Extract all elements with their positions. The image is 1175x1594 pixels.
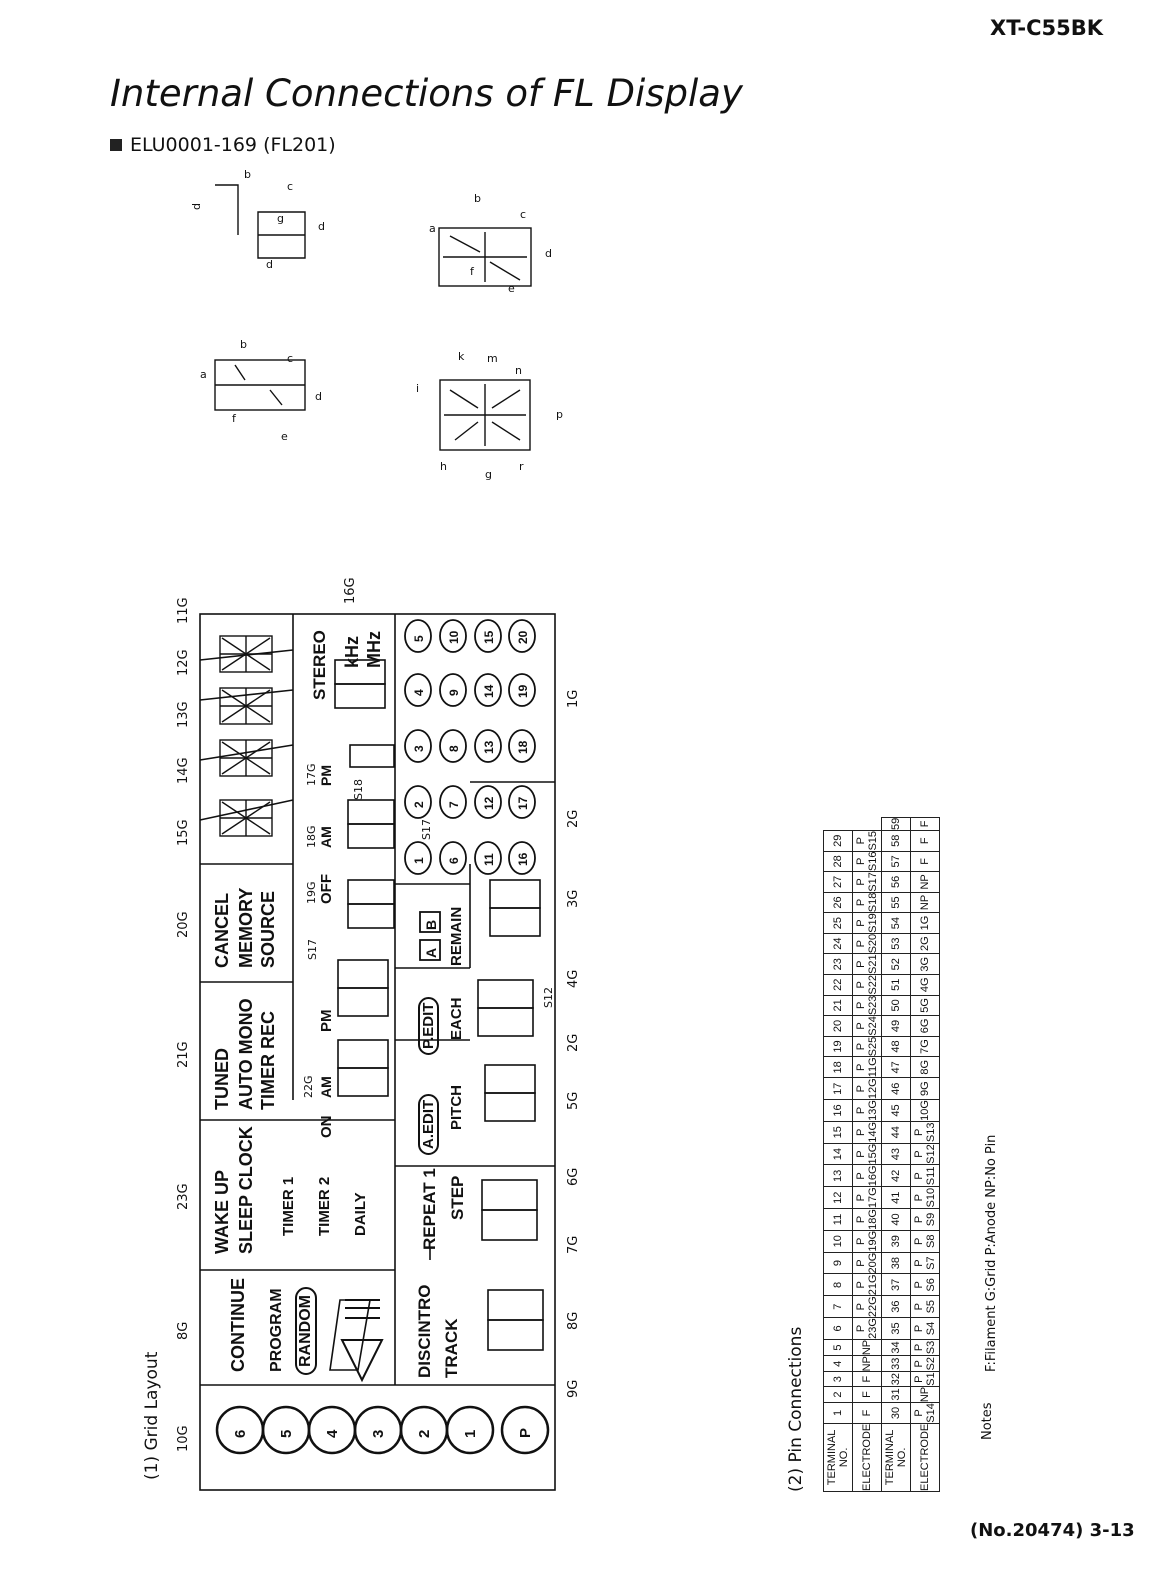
pin-cell: P S21: [853, 954, 882, 975]
a-edit-label: A.EDIT: [418, 1094, 439, 1155]
grid-label-4g: 4G: [566, 969, 581, 988]
grid-label-23g: 23G: [176, 1183, 191, 1210]
circle-num-6: 6: [447, 857, 461, 864]
each-label: EACH: [448, 997, 465, 1040]
pin-cell: 33: [882, 1356, 911, 1372]
pin-cell: 10G: [911, 1100, 940, 1122]
s12-label: S12: [542, 987, 555, 1008]
pin-cell: P 21G: [853, 1274, 882, 1296]
grid-label-1g: 1G: [566, 689, 581, 708]
pin-cell: P 13G: [853, 1100, 882, 1122]
pin-cell: P S12: [911, 1143, 940, 1165]
part-number: [110, 134, 336, 156]
grid-layout-label: (1) Grid Layout: [142, 1351, 162, 1480]
pin-cell: 54: [882, 913, 911, 934]
pin-cell: 30: [882, 1403, 911, 1424]
pin-cell: 24: [824, 933, 853, 954]
pin-cell: P S14: [911, 1403, 940, 1424]
pin-cell: NP: [853, 1356, 882, 1372]
svg-text:d: d: [545, 247, 552, 260]
pin-cell: 31: [882, 1386, 911, 1402]
memory-label: MEMORY: [236, 887, 256, 968]
a-box-label: A: [423, 947, 439, 958]
pin-cell: 57: [882, 851, 911, 872]
grid-label-7g: 7G: [566, 1235, 581, 1254]
pin-cell: P S24: [853, 1016, 882, 1037]
pin-cell: P S7: [911, 1252, 940, 1274]
pin-cell: P S13: [911, 1121, 940, 1143]
pitch-label: PITCH: [448, 1085, 465, 1130]
svg-text:h: h: [440, 460, 447, 473]
grid-label-12g: 12G: [176, 649, 191, 676]
track-label: TRACK: [442, 1318, 461, 1378]
grid-label-16g: 16G: [343, 577, 358, 604]
seg14-diagram-a: [439, 228, 531, 286]
pin-cell: 26: [824, 892, 853, 913]
pin-cell: 4G: [911, 975, 940, 996]
table-row: [911, 817, 940, 1491]
khz-label: kHz: [342, 635, 362, 668]
pin-cell: 3: [824, 1372, 853, 1386]
pin-cell: 46: [882, 1078, 911, 1100]
table-row: [882, 817, 911, 1491]
pin-cell: 51: [882, 975, 911, 996]
pin-cell: P S22: [853, 975, 882, 996]
pin-cell: F: [853, 1372, 882, 1386]
row-header: TERMINAL NO.: [824, 1423, 853, 1491]
pin-cell: NP: [853, 1339, 882, 1355]
svg-text:n: n: [515, 364, 522, 377]
circle-num-16: 16: [516, 852, 530, 866]
pin-cell: 28: [824, 851, 853, 872]
pin-cell: 56: [882, 872, 911, 893]
pin-cell: F: [911, 817, 940, 830]
pin-cell: F: [911, 830, 940, 851]
p-edit-label: P.EDIT: [418, 997, 439, 1055]
pin-cell: P S25: [853, 1036, 882, 1057]
timer1-label: TIMER 1: [280, 1176, 297, 1236]
pin-cell: P 22G: [853, 1296, 882, 1318]
pin-cell: P S19: [853, 913, 882, 934]
circle-num-17: 17: [516, 796, 530, 810]
circle-num-19: 19: [516, 684, 530, 698]
grid-19g-label: 19G: [305, 881, 318, 904]
pin-cell: P 11G: [853, 1057, 882, 1078]
svg-text:f: f: [232, 412, 236, 425]
pin-cell: 52: [882, 954, 911, 975]
pin-cell: 9G: [911, 1078, 940, 1100]
program-label: PROGRAM: [268, 1288, 285, 1372]
pin-table: [823, 817, 940, 1492]
pin-cell: F: [911, 851, 940, 872]
pin-cell: P 20G: [853, 1252, 882, 1274]
svg-text:c: c: [287, 180, 294, 193]
circle-num-8: 8: [447, 745, 461, 752]
pin-cell: 9: [824, 1252, 853, 1274]
model-number: XT-C55BK: [990, 16, 1104, 40]
grid-label-8g-b: 8G: [566, 1311, 581, 1330]
continue-label: CONTINUE: [228, 1278, 248, 1372]
pin-cell: 5G: [911, 995, 940, 1016]
svg-text:p: p: [556, 408, 563, 421]
pin-cell: P S3: [911, 1339, 940, 1355]
pin-cell: P S11: [911, 1165, 940, 1187]
notes-label: Notes: [980, 1402, 995, 1440]
circle-num-20: 20: [516, 630, 530, 644]
pin-cell: P S1: [911, 1372, 940, 1386]
circle-num-1: 1: [412, 857, 426, 864]
pin-cell: P S20: [853, 933, 882, 954]
pin-cell: 18: [824, 1057, 853, 1078]
pin-cell: P S18: [853, 892, 882, 913]
pin-cell: P S15: [853, 830, 882, 851]
pin-cell: 23: [824, 954, 853, 975]
disc-number-4: 4: [324, 1429, 341, 1438]
pin-cell: 35: [882, 1318, 911, 1340]
pin-cell: 6: [824, 1318, 853, 1340]
pin-cell: P 18G: [853, 1209, 882, 1231]
pin-cell: 49: [882, 1016, 911, 1037]
svg-text:d: d: [190, 203, 203, 210]
disc-number-p: P: [517, 1427, 534, 1438]
discintro-label: DISCINTRO: [415, 1284, 434, 1378]
s18-label: S18: [352, 779, 365, 800]
seg8-diagram-b: [215, 360, 305, 410]
table-row: [824, 817, 853, 1491]
pin-cell: 37: [882, 1274, 911, 1296]
pin-cell: 14: [824, 1143, 853, 1165]
svg-text:c: c: [287, 352, 294, 365]
repeat1-label: REPEAT 1: [420, 1168, 439, 1250]
pin-cell: 58: [882, 830, 911, 851]
pin-cell: F: [853, 1386, 882, 1402]
pin-cell: 48: [882, 1036, 911, 1057]
daily-label: DAILY: [352, 1192, 369, 1236]
s17b-label: S17: [420, 819, 433, 840]
random-label: RANDOM: [295, 1287, 317, 1375]
pin-cell: NP: [911, 1386, 940, 1402]
pin-cell: 39: [882, 1230, 911, 1252]
stereo-label: STEREO: [310, 630, 329, 700]
pin-cell: P S8: [911, 1230, 940, 1252]
circle-num-15: 15: [482, 630, 496, 644]
grid-label-10g: 10G: [176, 1425, 191, 1452]
svg-text:b: b: [240, 338, 247, 351]
table-row: [853, 817, 882, 1491]
pin-cell: 44: [882, 1121, 911, 1143]
pin-cell: 2G: [911, 933, 940, 954]
pin-cell: 43: [882, 1143, 911, 1165]
grid-label-2g-a: 2G: [566, 1033, 581, 1052]
pin-cell: 25: [824, 913, 853, 934]
grid-label-9g: 9G: [566, 1379, 581, 1398]
pin-cell: P S17: [853, 872, 882, 893]
pin-cell: 19: [824, 1036, 853, 1057]
circle-num-9: 9: [447, 689, 461, 696]
pin-cell: 20: [824, 1016, 853, 1037]
grid-18g-label: 18G: [305, 825, 318, 848]
on-label: ON: [318, 1115, 335, 1138]
grid-label-2g-b: 2G: [566, 809, 581, 828]
pin-cell: 17: [824, 1078, 853, 1100]
svg-text:m: m: [487, 352, 498, 365]
off-label: OFF: [318, 874, 335, 904]
row-header: TERMINAL NO.: [882, 1423, 911, 1491]
row-header: ELECTRODE: [853, 1423, 882, 1491]
pin-cell: 15: [824, 1121, 853, 1143]
svg-text:e: e: [508, 282, 515, 295]
cancel-label: CANCEL: [212, 893, 232, 968]
s17-label: S17: [306, 939, 319, 960]
svg-text:d: d: [318, 220, 325, 233]
pin-cell: 50: [882, 995, 911, 1016]
pin-cell: P 23G: [853, 1318, 882, 1340]
pin-cell: 12: [824, 1187, 853, 1209]
pin-cell: 55: [882, 892, 911, 913]
disc-number-5: 5: [278, 1429, 295, 1438]
pin-cell: P 12G: [853, 1078, 882, 1100]
disc-number-1: 1: [462, 1429, 479, 1438]
part-label: ELU0001-169 (FL201): [130, 134, 336, 156]
pin-cell: 5: [824, 1339, 853, 1355]
grid-label-11g: 11G: [176, 597, 191, 624]
seg14-diagram-b: [440, 380, 530, 450]
circle-num-2: 2: [412, 801, 426, 808]
pin-cell: P 17G: [853, 1187, 882, 1209]
svg-text:b: b: [244, 168, 251, 181]
bullet-square-icon: [110, 139, 122, 151]
page-number: (No.20474) 3-13: [970, 1520, 1135, 1541]
mhz-label: MHz: [364, 631, 384, 668]
svg-text:d: d: [315, 390, 322, 403]
am-label-a: AM: [318, 1076, 334, 1098]
grid-label-8g: 8G: [176, 1321, 191, 1340]
disc-number-2: 2: [416, 1429, 433, 1438]
pin-cell: 16: [824, 1100, 853, 1122]
circle-num-7: 7: [447, 801, 461, 808]
pin-cell: P S23: [853, 995, 882, 1016]
pin-cell: P S5: [911, 1296, 940, 1318]
pin-cell: 45: [882, 1100, 911, 1122]
row-header: ELECTRODE: [911, 1423, 940, 1491]
pin-cell: 29: [824, 830, 853, 851]
pin-cell: 41: [882, 1187, 911, 1209]
timer2-label: TIMER 2: [316, 1176, 333, 1236]
circle-num-4: 4: [412, 689, 426, 696]
grid-label-15g: 15G: [176, 819, 191, 846]
pin-cell: 8G: [911, 1057, 940, 1078]
circle-num-18: 18: [516, 740, 530, 754]
seg7-diagram-a: [215, 185, 305, 258]
sleep-clock-label: SLEEP CLOCK: [236, 1126, 256, 1254]
pin-cell: 36: [882, 1296, 911, 1318]
pin-cell: 47: [882, 1057, 911, 1078]
pin-cell: 40: [882, 1209, 911, 1231]
pm-label-b: PM: [318, 765, 334, 786]
step-label: STEP: [448, 1175, 467, 1220]
disc-number-6: 6: [232, 1429, 249, 1438]
disc-number-3: 3: [370, 1429, 387, 1438]
b-box-label: B: [423, 919, 439, 930]
pin-cell: 38: [882, 1252, 911, 1274]
svg-text:b: b: [474, 192, 481, 205]
svg-text:e: e: [281, 430, 288, 443]
pin-cell: 7G: [911, 1036, 940, 1057]
source-label: SOURCE: [258, 890, 278, 968]
grid-17g-label: 17G: [305, 763, 318, 786]
notes-text: F:Filament G:Grid P:Anode NP:No Pin: [984, 1134, 999, 1372]
pin-connections-label: (2) Pin Connections: [786, 1326, 806, 1492]
grid-label-20g: 20G: [176, 911, 191, 938]
pin-cell: 34: [882, 1339, 911, 1355]
circle-num-5: 5: [412, 635, 426, 642]
pin-cell: P S9: [911, 1209, 940, 1231]
pin-cell: P S16: [853, 851, 882, 872]
svg-text:k: k: [458, 350, 465, 363]
svg-text:c: c: [520, 208, 527, 221]
svg-text:g: g: [277, 212, 284, 225]
pin-cell: 22: [824, 975, 853, 996]
pin-cell: P 19G: [853, 1230, 882, 1252]
circle-num-11: 11: [482, 853, 496, 866]
remain-label: REMAIN: [448, 906, 465, 966]
pin-cell: 10: [824, 1230, 853, 1252]
pin-cell: P S2: [911, 1356, 940, 1372]
pin-cell: 8: [824, 1274, 853, 1296]
svg-text:a: a: [429, 222, 436, 235]
pin-cell: 3G: [911, 954, 940, 975]
pin-cell: P 14G: [853, 1121, 882, 1143]
pin-cell: 1: [824, 1403, 853, 1424]
wake-up-label: WAKE UP: [212, 1169, 232, 1254]
svg-text:d: d: [266, 258, 273, 271]
pin-cell: 7: [824, 1296, 853, 1318]
pin-cell: F: [853, 1403, 882, 1424]
tuned-label: TUNED: [212, 1048, 232, 1110]
circle-num-3: 3: [412, 745, 426, 752]
circle-num-14: 14: [482, 684, 496, 698]
pin-cell: P 15G: [853, 1143, 882, 1165]
pin-cell: 1G: [911, 913, 940, 934]
pin-cell: NP: [911, 872, 940, 893]
pin-cell: 21: [824, 995, 853, 1016]
pin-cell: 11: [824, 1209, 853, 1231]
pin-cell: 2: [824, 1386, 853, 1402]
svg-text:r: r: [519, 460, 524, 473]
grid-label-21g: 21G: [176, 1041, 191, 1068]
page-title: Internal Connections of FL Display: [110, 72, 743, 115]
svg-text:i: i: [416, 382, 420, 395]
svg-text:a: a: [200, 368, 207, 381]
grid-22g-label: 22G: [302, 1075, 315, 1098]
svg-text:f: f: [470, 265, 474, 278]
auto-mono-label: AUTO MONO: [236, 998, 256, 1110]
circle-num-13: 13: [482, 740, 496, 754]
pin-cell: 32: [882, 1372, 911, 1386]
pm-label-a: PM: [318, 1009, 335, 1032]
svg-text:g: g: [485, 468, 492, 481]
grid-label-5g: 5G: [566, 1091, 581, 1110]
am-label-b: AM: [318, 826, 334, 848]
grid-label-13g: 13G: [176, 701, 191, 728]
grid-label-6g: 6G: [566, 1167, 581, 1186]
pin-cell: NP: [911, 892, 940, 913]
pin-cell: P 16G: [853, 1165, 882, 1187]
pin-cell: 27: [824, 872, 853, 893]
pin-cell: 59: [882, 817, 911, 830]
grid-label-14g: 14G: [176, 757, 191, 784]
timer-rec-label: TIMER REC: [258, 1011, 278, 1110]
pin-cell: 4: [824, 1356, 853, 1372]
pin-cell: P S6: [911, 1274, 940, 1296]
circle-num-12: 12: [482, 796, 496, 810]
grid-label-3g: 3G: [566, 889, 581, 908]
pin-cell: 53: [882, 933, 911, 954]
pin-cell: 42: [882, 1165, 911, 1187]
pin-cell: P S10: [911, 1187, 940, 1209]
pin-cell: 13: [824, 1165, 853, 1187]
pin-cell: P S4: [911, 1318, 940, 1340]
pin-cell: 6G: [911, 1016, 940, 1037]
circle-num-10: 10: [447, 630, 461, 644]
